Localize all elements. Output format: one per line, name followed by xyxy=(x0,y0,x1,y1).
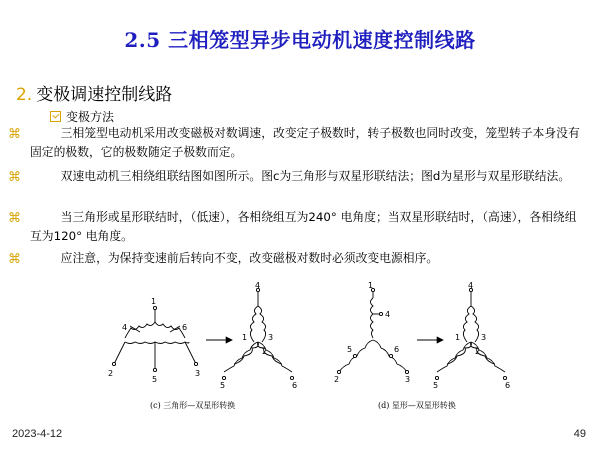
terminal-label: 6 xyxy=(394,345,400,354)
terminal-label: 2 xyxy=(334,375,340,384)
terminal-label: 2 xyxy=(262,347,268,356)
terminal-label: 4 xyxy=(122,323,128,332)
figure-c-caption: (c) 三角形—双星形转换 xyxy=(150,401,236,410)
double-star-d-diagram xyxy=(435,288,506,379)
terminal-label: 6 xyxy=(182,323,188,332)
terminal-label: 1 xyxy=(455,333,461,342)
section-number: 2. xyxy=(16,85,33,105)
terminal-label: 3 xyxy=(195,369,201,378)
terminal-label: 2 xyxy=(475,347,481,356)
terminal-label: 1 xyxy=(151,297,157,306)
star-winding-diagram xyxy=(337,288,408,373)
terminal-label: 3 xyxy=(268,333,274,342)
terminal-label: 1 xyxy=(368,281,374,290)
terminal-label: 1 xyxy=(242,333,248,342)
paragraph-2: 双速电动机三相绕组联结图如图所示。图c为三角形与双星形联结法；图d为星形与双星形联结法。 xyxy=(60,169,571,183)
slide-title: 2.5 三相笼型异步电动机速度控制线路 xyxy=(124,28,476,52)
footer-date: 2023-4-12 xyxy=(12,428,63,440)
terminal-label: 6 xyxy=(505,381,511,390)
terminal-label: 3 xyxy=(481,333,487,342)
subheading xyxy=(50,108,114,125)
terminal-label: 4 xyxy=(385,310,391,319)
paragraph-4: 应注意，为保持变速前后转向不变，改变磁极对数时必须改变电源相序。 xyxy=(60,251,439,265)
section-text: 变极调速控制线路 xyxy=(36,85,173,105)
double-star-c-diagram xyxy=(222,288,293,379)
bullet-icon: ⌘ xyxy=(8,170,21,185)
terminal-label: 4 xyxy=(468,281,474,290)
terminal-label: 5 xyxy=(152,375,158,384)
terminal-label: 3 xyxy=(405,375,411,384)
terminal-label: 5 xyxy=(347,345,353,354)
paragraph-3: 当三角形或星形联结时，（低速），各相绕组互为240° 电角度；当双星形联结时，（高速），各相绕组互为120° 电角度。 xyxy=(30,210,577,243)
terminal-label: 6 xyxy=(292,381,298,390)
winding-diagrams xyxy=(0,278,600,418)
bullet-icon: ⌘ xyxy=(8,252,21,267)
bullet-icon: ⌘ xyxy=(8,211,21,226)
terminal-label: 5 xyxy=(220,381,226,390)
paragraph-1: 三相笼型电动机采用改变磁极对数调速，改变定子极数时，转子极数也同时改变，笼型转子本身没有固定的极数，它的极数随定子极数而定。 xyxy=(30,126,580,159)
checkbox-bullet-icon xyxy=(50,111,61,122)
terminal-label: 5 xyxy=(433,381,439,390)
page-number: 49 xyxy=(573,428,586,440)
delta-winding-diagram xyxy=(112,306,197,371)
bullet-icon: ⌘ xyxy=(8,127,21,142)
section-heading xyxy=(16,80,172,105)
terminal-label: 2 xyxy=(108,369,114,378)
terminal-label: 4 xyxy=(255,281,261,290)
figure-d-caption: (d) 星形—双星形转换 xyxy=(378,401,456,410)
subheading-text: 变极方法 xyxy=(66,110,115,124)
